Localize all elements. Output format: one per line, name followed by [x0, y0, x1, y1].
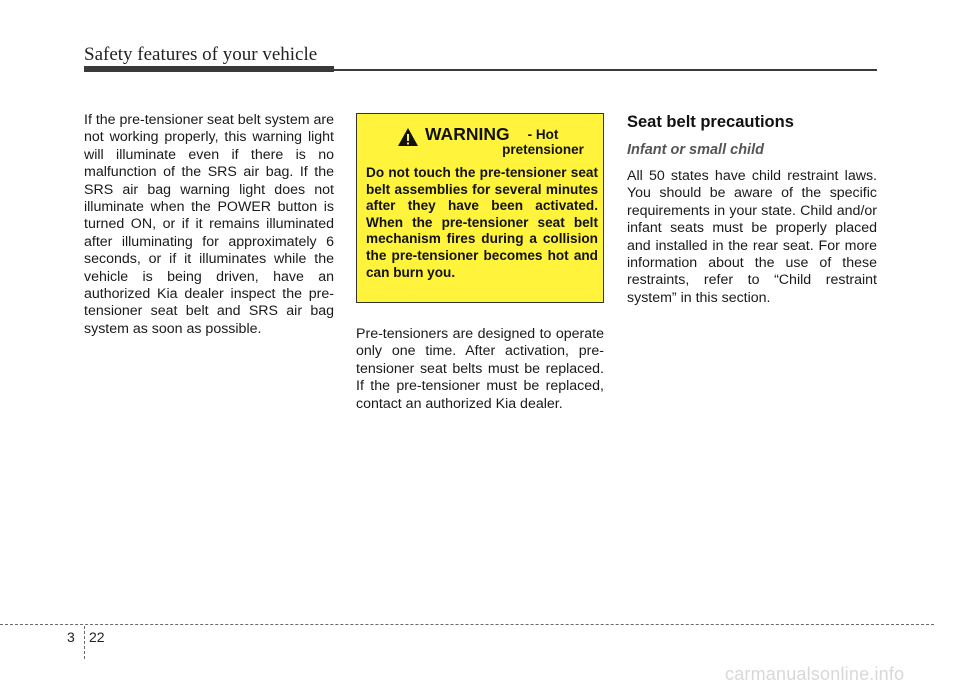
section-heading: Seat belt precautions: [627, 113, 794, 131]
pretensioner-warning-light-paragraph: If the pre-tensioner seat belt system are not working properly, this warning light will illuminate even if there is no malfunction of the SRS air bag. If the SRS air bag warning light does not illuminate when the POWER button is turned ON, or if it remains illuminated after illuminating for approximately 6 seconds, or if it illuminates while the vehicle is being driven, have an authorized Kia dealer inspect the pre-tensioner seat belt and SRS air bag system as soon as possible.: [84, 112, 334, 337]
warning-topic: - Hot pretensioner: [502, 127, 584, 157]
page-number: 22: [89, 629, 105, 645]
warning-label: WARNING: [425, 124, 510, 144]
column-middle: [356, 326, 604, 413]
column-left: [84, 112, 334, 338]
warning-triangle-icon: [397, 127, 419, 147]
watermark: carmanualsonline.info: [725, 664, 905, 684]
pretensioner-replacement-paragraph: Pre-tensioners are designed to operate only one time. After activation, pre-tensioner seat belts must be replaced. If the pre-tensioner must be replaced, contact an authorized Kia dealer.: [356, 326, 604, 412]
chapter-number: 3: [67, 629, 75, 645]
column-right: [627, 112, 877, 307]
child-restraint-paragraph: All 50 states have child restraint laws. You should be aware of the specific requirements in your state. Child and/or infant seats must be properly placed and installed in the rear seat. For more information about the use of these restraints, refer to “Child restraint system” in this section.: [627, 168, 877, 306]
page-title: Safety features of your vehicle: [84, 44, 318, 65]
footer-dashed-divider: [84, 626, 85, 659]
header-rule-thin: [334, 69, 877, 71]
header-rule-thick: [84, 66, 334, 72]
footer-dashed-rule: [0, 624, 934, 625]
warning-box: [356, 113, 604, 303]
warning-body: Do not touch the pre-tensioner seat belt assemblies for several minutes after they have been activated. When the pre-tensioner seat belt mechanism fires during a collision the pre-tensioner becomes hot and can burn you.: [366, 165, 598, 280]
sub-heading: Infant or small child: [627, 142, 764, 158]
